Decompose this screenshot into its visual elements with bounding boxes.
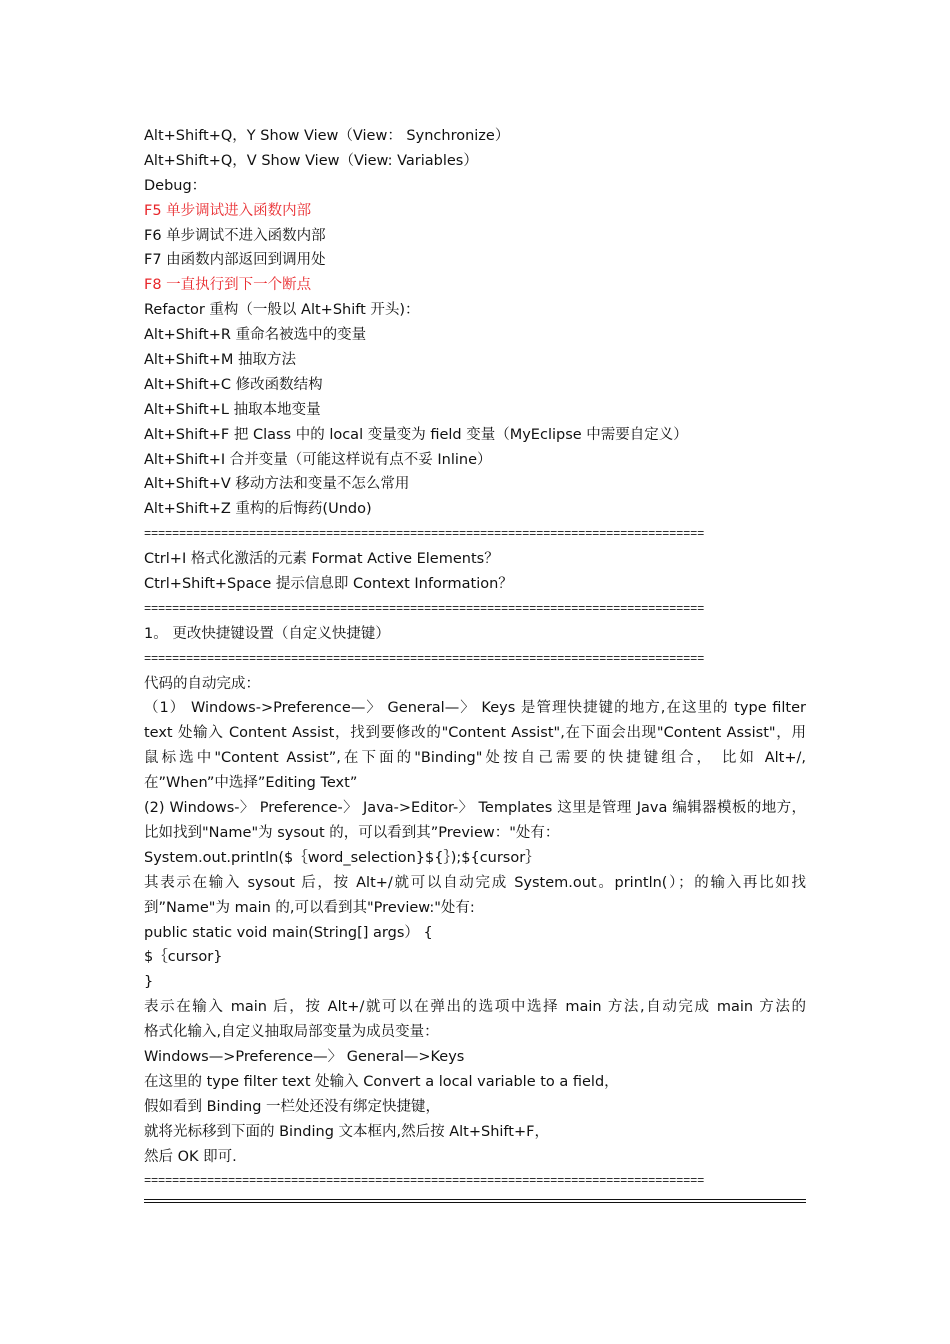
text-line: （1） Windows->Preference—〉 General—〉 Keys 是管理快捷键的地方,在这里的 type filter: [144, 700, 806, 717]
separator-line: ================================================================================: [144, 527, 705, 542]
separator-line: ================================================================================: [144, 1174, 705, 1189]
rule-line-top: [144, 1199, 806, 1200]
text-line: Alt+Shift+V 移动方法和变量不怎么常用: [144, 476, 410, 493]
text-line: Alt+Shift+Q，Y Show View（View： Synchronize）: [144, 128, 510, 144]
text-line: 其表示在输入 sysout 后，按 Alt+/就可以自动完成 System.out。println(）；的输入再比如找: [144, 874, 806, 891]
text-line: 格式化输入,自定义抽取局部变量为成员变量：: [144, 1024, 439, 1041]
text-line: Refactor 重构（一般以 Alt+Shift 开头)：: [144, 302, 420, 319]
text-line: 代码的自动完成：: [144, 675, 260, 692]
text-line: 鼠标选中"Content Assist”,在下面的"Binding"处按自己需要的快捷键组合， 比如 Alt+/,: [144, 750, 806, 767]
text-line: 假如看到 Binding 一栏处还没有绑定快捷键，: [144, 1098, 441, 1115]
text-line: 然后 OK 即可.: [144, 1148, 237, 1165]
text-line: Ctrl+I 格式化激活的元素 Format Active Elements？: [144, 551, 499, 568]
text-line: public static void main(String[] args） {: [144, 924, 433, 941]
document-body: [144, 124, 806, 1194]
text-line: 表示在输入 main 后，按 Alt+/就可以在弹出的选项中选择 main 方法,自动完成 main 方法的: [144, 999, 806, 1016]
text-line: Alt+Shift+R 重命名被选中的变量: [144, 327, 367, 344]
text-line: F6 单步调试不进入函数内部: [144, 227, 326, 244]
text-line: $｛cursor}: [144, 949, 223, 966]
separator-line: ================================================================================: [144, 601, 705, 616]
text-line: Alt+Shift+C 修改函数结构: [144, 376, 323, 393]
text-line: F8 一直执行到下一个断点: [144, 277, 312, 294]
text-line: F7 由函数内部返回到调用处: [144, 252, 326, 269]
text-line: 在这里的 type filter text 处输入 Convert a local variable to a field，: [144, 1073, 619, 1090]
text-line: Ctrl+Shift+Space 提示信息即 Context Information？: [144, 576, 513, 593]
text-line: Alt+Shift+Q，V Show View（View: Variables）: [144, 152, 478, 169]
text-line: Alt+Shift+L 抽取本地变量: [144, 401, 321, 418]
separator-line: ================================================================================: [144, 651, 705, 666]
text-line: Alt+Shift+F 把 Class 中的 local 变量变为 field 变量（MyEclipse 中需要自定义）: [144, 426, 688, 443]
text-line: text 处输入 Content Assist，找到要修改的"Content Assist",在下面会出现"Content Assist"，用: [144, 725, 806, 742]
text-line: 到”Name"为 main 的,可以看到其"Preview:"处有:: [144, 899, 475, 916]
text-line: Alt+Shift+M 抽取方法: [144, 352, 297, 369]
text-line: System.out.println($｛word_selection}${｝);${cursor｝: [144, 849, 540, 866]
text-line: Debug：: [144, 177, 207, 194]
text-line: F5 单步调试进入函数内部: [144, 202, 312, 219]
text-line: (2) Windows-〉 Preference-〉 Java->Editor-〉 Templates 这里是管理 Java 编辑器模板的地方，: [144, 800, 806, 817]
text-line: 在”When”中选择”Editing Text”: [144, 775, 358, 792]
text-line: 比如找到"Name"为 sysout 的，可以看到其”Preview："处有：: [144, 824, 560, 841]
text-line: Windows—>Preference—〉 General—>Keys: [144, 1048, 465, 1065]
text-line: 就将光标移到下面的 Binding 文本框内,然后按 Alt+Shift+F，: [144, 1123, 549, 1140]
rule-line-bottom: [144, 1202, 806, 1203]
text-line: Alt+Shift+I 合并变量（可能这样说有点不妥 Inline）: [144, 451, 492, 468]
text-line: 1。 更改快捷键设置（自定义快捷键）: [144, 625, 390, 642]
text-line: }: [144, 974, 154, 991]
text-line: Alt+Shift+Z 重构的后悔药(Undo): [144, 501, 372, 518]
